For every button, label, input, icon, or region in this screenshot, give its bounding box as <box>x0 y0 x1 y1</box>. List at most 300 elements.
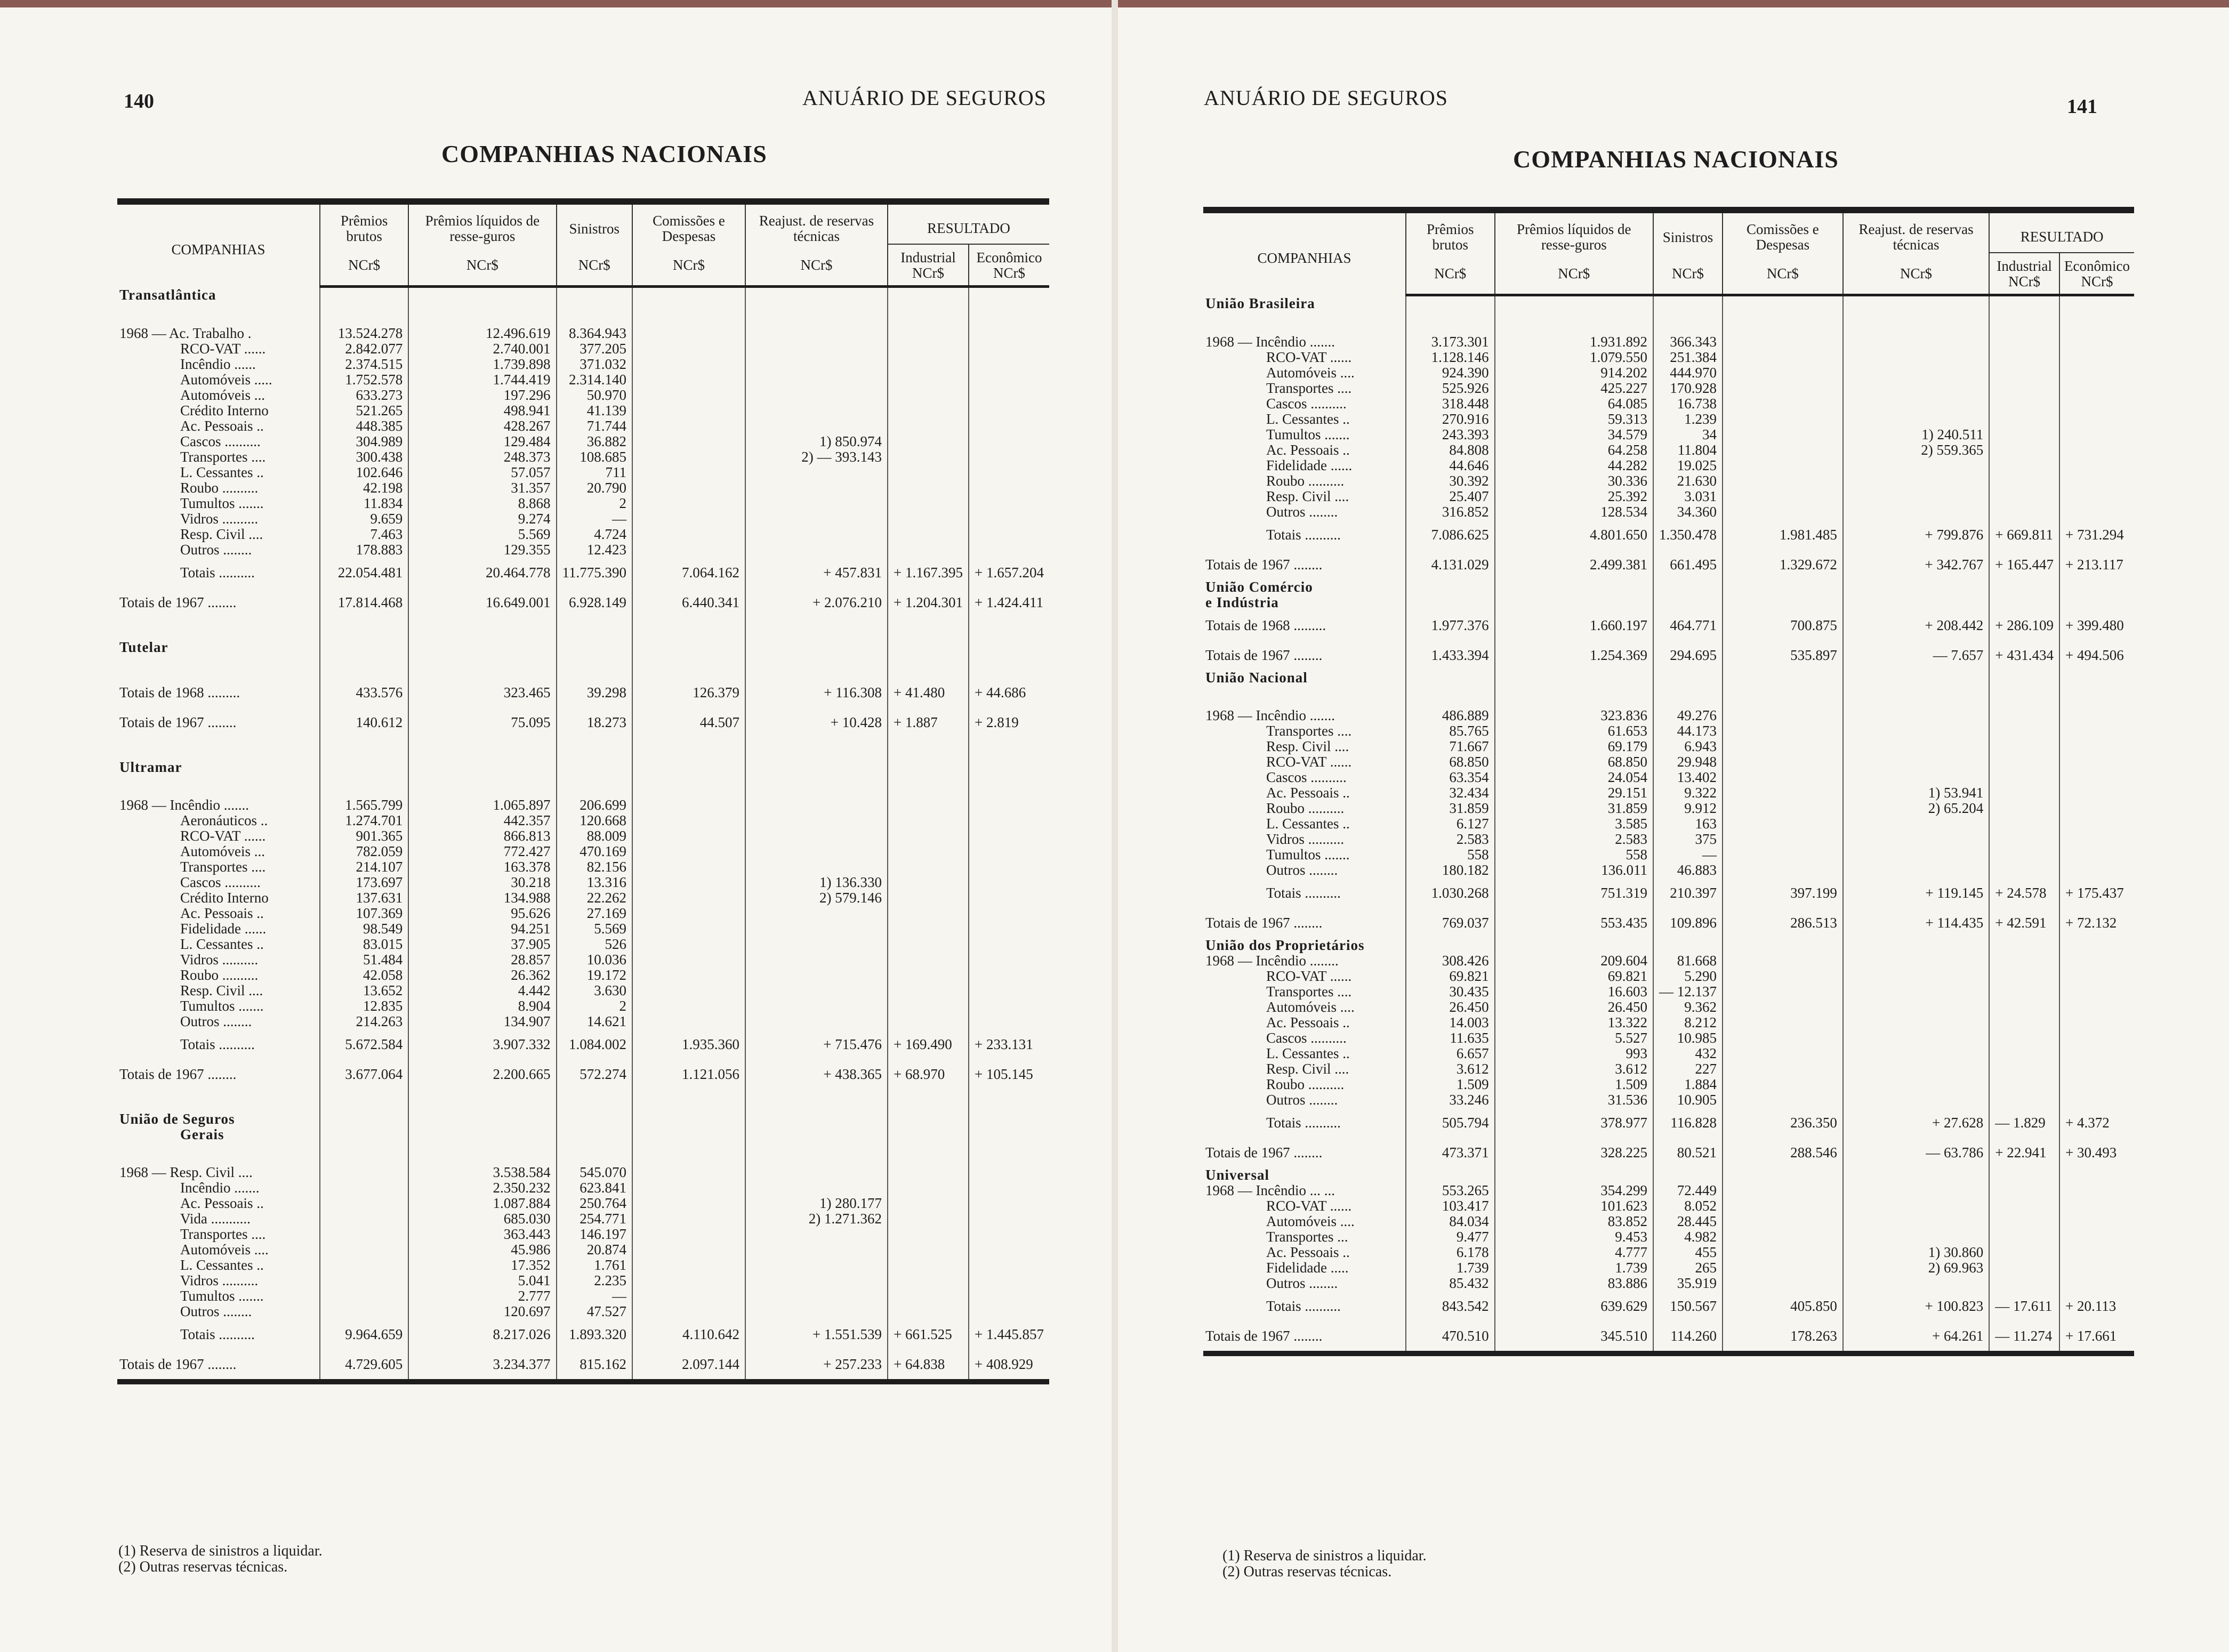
cell-col-2: 24.054 <box>1495 770 1653 785</box>
row-label: Resp. Civil .... <box>180 982 263 998</box>
cell-col-5 <box>1843 595 1989 610</box>
row-label: L. Cessantes .. <box>1266 816 1350 832</box>
header-economico <box>969 244 1049 287</box>
cell-col-4 <box>1723 801 1843 816</box>
cell-col-2: 13.322 <box>1495 1015 1653 1030</box>
cell-col-6: + 68.970 <box>888 1059 969 1089</box>
header-premios-brutos: Prêmios brutos <box>1406 210 1495 253</box>
cell-col-4 <box>1723 969 1843 984</box>
cell-col-6 <box>888 418 969 434</box>
cell-col-6 <box>1989 1046 2059 1061</box>
row-label: Totais de 1968 ......... <box>119 684 240 700</box>
cell-col-2: 3.612 <box>1495 1061 1653 1077</box>
cell-col-3: 170.928 <box>1653 381 1723 396</box>
table-row <box>117 1196 1049 1211</box>
cell-col-4 <box>632 1211 745 1227</box>
cell-col-2: 69.821 <box>1495 969 1653 984</box>
cell-col-2 <box>1495 595 1653 610</box>
cell-col-3: 815.162 <box>557 1349 633 1382</box>
row-label: 1968 — Resp. Civil .... <box>119 1164 253 1180</box>
cell-col-5 <box>745 921 888 937</box>
cell-col-2: 75.095 <box>408 707 556 737</box>
spacer-row <box>117 775 1049 797</box>
cell-col-7 <box>2059 1229 2134 1245</box>
cell-col-6: + 64.838 <box>888 1349 969 1382</box>
table-row <box>1203 754 2134 770</box>
cell-col-2: 3.234.377 <box>408 1349 556 1382</box>
cell-col-6 <box>1989 670 2059 686</box>
cell-col-3: 49.276 <box>1653 708 1723 723</box>
cell-col-1: 270.916 <box>1406 412 1495 427</box>
table-row <box>117 372 1049 388</box>
row-label: Crédito Interno <box>180 402 269 418</box>
cell-col-6 <box>888 357 969 372</box>
totals-row <box>1203 1291 2134 1321</box>
cell-col-1 <box>320 737 408 760</box>
row-label: União Nacional <box>1205 670 1308 686</box>
cell-col-6 <box>1989 847 2059 863</box>
cell-col-5 <box>745 1014 888 1029</box>
cell-col-2: 1.931.892 <box>1495 334 1653 350</box>
cell-col-7 <box>2059 1167 2134 1183</box>
cell-col-5 <box>1843 312 1989 334</box>
cell-col-6 <box>888 760 969 775</box>
cell-col-4 <box>1723 334 1843 350</box>
cell-col-4: 397.199 <box>1723 878 1843 908</box>
cell-col-5: 1) 53.941 <box>1843 785 1989 801</box>
spacer-row <box>117 1142 1049 1165</box>
cell-col-4 <box>632 760 745 775</box>
cell-col-7 <box>969 921 1049 937</box>
cell-col-1: 308.426 <box>1406 953 1495 969</box>
row-label: Fidelidade ...... <box>1266 457 1353 473</box>
page-number: 141 <box>2067 95 2097 118</box>
header-economico-label: Econômico <box>2064 258 2130 274</box>
spacer-row <box>117 617 1049 640</box>
cell-col-2: 136.011 <box>1495 863 1653 878</box>
cell-col-1: 32.434 <box>1406 785 1495 801</box>
cell-col-3: 12.423 <box>557 542 633 558</box>
cell-col-7 <box>2059 953 2134 969</box>
cell-col-1: 84.808 <box>1406 442 1495 458</box>
cell-col-1 <box>320 1196 408 1211</box>
header-industrial <box>1989 253 2059 295</box>
table-row <box>117 357 1049 372</box>
cell-col-2: 558 <box>1495 847 1653 863</box>
header-sinistros: Sinistros <box>557 202 633 244</box>
row-label: Resp. Civil .... <box>1266 738 1349 754</box>
row-label: Automóveis .... <box>1266 365 1355 381</box>
cell-col-5 <box>745 859 888 875</box>
cell-col-3: 1.893.320 <box>557 1319 633 1349</box>
row-label: Ac. Pessoais .. <box>1266 1244 1350 1260</box>
cell-col-7 <box>969 1014 1049 1029</box>
cell-col-4: 4.110.642 <box>632 1319 745 1349</box>
cell-col-4 <box>1723 739 1843 754</box>
cell-col-7 <box>969 937 1049 952</box>
row-label: Tumultos ....... <box>180 1288 264 1304</box>
cell-col-4 <box>632 449 745 465</box>
cell-col-5 <box>1843 847 1989 863</box>
table-row <box>117 511 1049 527</box>
cell-col-3: 146.197 <box>557 1227 633 1242</box>
table-row <box>1203 832 2134 847</box>
cell-col-6 <box>888 844 969 859</box>
cell-col-3: 19.172 <box>557 968 633 983</box>
table-body <box>1203 295 2134 1354</box>
table-row <box>117 465 1049 480</box>
table-row <box>117 434 1049 449</box>
company-row <box>117 640 1049 655</box>
header-premios-brutos: Prêmios brutos <box>320 202 408 244</box>
cell-col-5 <box>745 527 888 542</box>
header-comissoes: Comissões e Despesas <box>1723 210 1843 253</box>
cell-col-1 <box>1406 686 1495 708</box>
cell-col-1: 433.576 <box>320 678 408 707</box>
cell-col-5 <box>1843 723 1989 739</box>
cell-col-4 <box>632 511 745 527</box>
cell-col-3: 22.262 <box>557 890 633 906</box>
cell-col-3: 377.205 <box>557 341 633 357</box>
cell-col-3: 81.668 <box>1653 953 1723 969</box>
cell-col-1: 782.059 <box>320 844 408 859</box>
table-row <box>117 1165 1049 1180</box>
cell-col-3 <box>557 1111 633 1127</box>
cell-col-2 <box>408 655 556 678</box>
cell-col-7 <box>969 326 1049 341</box>
cell-col-2: 428.267 <box>408 418 556 434</box>
cell-col-5 <box>745 1304 888 1319</box>
cell-col-4 <box>632 906 745 921</box>
cell-col-2: 61.653 <box>1495 723 1653 739</box>
cell-col-6 <box>888 828 969 844</box>
cell-col-6 <box>888 542 969 558</box>
header-reajust: Reajust. de reservas técnicas <box>745 202 888 244</box>
cell-col-5 <box>1843 1061 1989 1077</box>
row-label: Vidros .......... <box>180 1272 259 1288</box>
cell-col-6 <box>1989 1260 2059 1276</box>
cell-col-3: 150.567 <box>1653 1291 1723 1321</box>
cell-col-7 <box>969 1258 1049 1273</box>
row-label: União Comércio <box>1205 579 1313 595</box>
cell-col-2: 363.443 <box>408 1227 556 1242</box>
cell-col-4 <box>1723 489 1843 504</box>
cell-col-2: 1.087.884 <box>408 1196 556 1211</box>
cell-col-1: 2.583 <box>1406 832 1495 847</box>
cell-col-7 <box>969 797 1049 813</box>
cell-col-2: 37.905 <box>408 937 556 952</box>
cell-col-6 <box>1989 473 2059 489</box>
cell-col-6 <box>888 655 969 678</box>
cell-col-1: 318.448 <box>1406 396 1495 412</box>
row-label: Automóveis ... <box>180 843 265 859</box>
cell-col-4 <box>632 655 745 678</box>
cell-col-6 <box>1989 686 2059 708</box>
cell-col-1: 1.977.376 <box>1406 610 1495 640</box>
cell-col-4 <box>1723 1214 1843 1229</box>
cell-col-2: 323.465 <box>408 678 556 707</box>
cell-col-1 <box>320 1142 408 1165</box>
footnote-1: (1) Reserva de sinistros a liquidar. <box>118 1543 323 1559</box>
table-row <box>1203 1061 2134 1077</box>
cell-col-3: 6.943 <box>1653 739 1723 754</box>
cell-col-1: 68.850 <box>1406 754 1495 770</box>
row-label: Resp. Civil .... <box>180 526 263 542</box>
cell-col-5 <box>745 937 888 952</box>
cell-col-2: 3.538.584 <box>408 1165 556 1180</box>
cell-col-5: + 457.831 <box>745 558 888 587</box>
row-label <box>117 775 320 797</box>
cell-col-3: 2 <box>557 496 633 511</box>
row-label: Fidelidade ...... <box>180 921 267 937</box>
table-row <box>117 1014 1049 1029</box>
row-label: Transatlântica <box>119 286 216 303</box>
cell-col-2: 28.857 <box>408 952 556 968</box>
table-row <box>117 844 1049 859</box>
cell-col-2 <box>408 1111 556 1127</box>
cell-col-7: + 731.294 <box>2059 520 2134 550</box>
cell-col-7 <box>969 496 1049 511</box>
cell-col-4 <box>632 1142 745 1165</box>
table-row <box>117 797 1049 813</box>
cell-col-4 <box>632 828 745 844</box>
unit-label: NCr$ <box>1653 253 1723 295</box>
cell-col-7 <box>2059 723 2134 739</box>
cell-col-5 <box>745 655 888 678</box>
row-label <box>1203 312 1406 334</box>
cell-col-2: 685.030 <box>408 1211 556 1227</box>
cell-col-1 <box>1406 595 1495 610</box>
cell-col-2 <box>1495 295 1653 312</box>
cell-col-5 <box>745 737 888 760</box>
cell-col-3: 375 <box>1653 832 1723 847</box>
cell-col-3: 8.364.943 <box>557 326 633 341</box>
cell-col-1: 1.030.268 <box>1406 878 1495 908</box>
table-row <box>1203 412 2134 427</box>
table-row <box>117 1242 1049 1258</box>
cell-col-1: 85.765 <box>1406 723 1495 739</box>
cell-col-1: 31.859 <box>1406 801 1495 816</box>
cell-col-7 <box>969 737 1049 760</box>
cell-col-4 <box>632 388 745 403</box>
cell-col-1 <box>1406 295 1495 312</box>
cell-col-6 <box>1989 427 2059 442</box>
cell-col-3: 16.738 <box>1653 396 1723 412</box>
cell-col-7 <box>969 341 1049 357</box>
cell-col-1: 85.432 <box>1406 1276 1495 1291</box>
cell-col-5: 1) 136.330 <box>745 875 888 890</box>
cell-col-6 <box>1989 801 2059 816</box>
cell-col-3 <box>557 1142 633 1165</box>
cell-col-6 <box>888 1165 969 1180</box>
cell-col-6 <box>1989 816 2059 832</box>
header-economico <box>2059 253 2134 295</box>
cell-col-5: + 64.261 <box>1843 1321 1989 1353</box>
header-company: COMPANHIAS <box>117 202 320 287</box>
cell-col-3: 1.761 <box>557 1258 633 1273</box>
cell-col-7 <box>2059 381 2134 396</box>
cell-col-2: 378.977 <box>1495 1108 1653 1138</box>
cell-col-2: 197.296 <box>408 388 556 403</box>
cell-col-2 <box>1495 1167 1653 1183</box>
cell-col-4 <box>632 1288 745 1304</box>
cell-col-1: 180.182 <box>1406 863 1495 878</box>
cell-col-6 <box>1989 863 2059 878</box>
cell-col-5 <box>745 775 888 797</box>
cell-col-7: + 408.929 <box>969 1349 1049 1382</box>
cell-col-4: 288.546 <box>1723 1138 1843 1167</box>
cell-col-7 <box>969 983 1049 998</box>
cell-col-6 <box>888 813 969 828</box>
row-label: Totais de 1968 ......... <box>1205 617 1326 633</box>
cell-col-2: 328.225 <box>1495 1138 1653 1167</box>
cell-col-2: 34.579 <box>1495 427 1653 442</box>
cell-col-5: 2) 559.365 <box>1843 442 1989 458</box>
cell-col-4 <box>1723 458 1843 473</box>
cell-col-7 <box>2059 847 2134 863</box>
cell-col-2: 8.217.026 <box>408 1319 556 1349</box>
cell-col-2 <box>408 760 556 775</box>
cell-col-1: 521.265 <box>320 403 408 418</box>
totals-row <box>1203 908 2134 938</box>
unit-label: NCr$ <box>993 265 1025 281</box>
cell-col-1: 83.015 <box>320 937 408 952</box>
cell-col-2: 16.603 <box>1495 984 1653 1000</box>
table-row <box>1203 1229 2134 1245</box>
cell-col-2: 44.282 <box>1495 458 1653 473</box>
row-label: Automóveis .... <box>1266 1213 1355 1229</box>
cell-col-6 <box>1989 1092 2059 1108</box>
totals-row <box>117 587 1049 617</box>
table-row <box>1203 953 2134 969</box>
cell-col-1: 30.435 <box>1406 984 1495 1000</box>
company-row <box>117 287 1049 304</box>
totals-row <box>1203 640 2134 670</box>
cell-col-4 <box>1723 1245 1843 1260</box>
cell-col-2 <box>1495 579 1653 595</box>
cell-col-7 <box>969 1304 1049 1319</box>
row-label: Totais de 1967 ........ <box>1205 647 1323 663</box>
cell-col-5 <box>745 388 888 403</box>
cell-col-7: + 1.445.857 <box>969 1319 1049 1349</box>
row-label: Transportes ... <box>1266 1229 1348 1245</box>
unit-label: NCr$ <box>1843 253 1989 295</box>
table-row <box>117 403 1049 418</box>
cell-col-6: + 1.204.301 <box>888 587 969 617</box>
cell-col-1 <box>1406 670 1495 686</box>
cell-col-5 <box>1843 458 1989 473</box>
cell-col-5 <box>745 1273 888 1288</box>
cell-col-4 <box>632 303 745 326</box>
cell-col-2: 8.868 <box>408 496 556 511</box>
cell-col-3: 366.343 <box>1653 334 1723 350</box>
row-label <box>117 617 320 640</box>
cell-col-4 <box>632 921 745 937</box>
cell-col-7 <box>969 1089 1049 1111</box>
cell-col-5 <box>745 480 888 496</box>
table-row <box>117 906 1049 921</box>
cell-col-7: + 4.372 <box>2059 1108 2134 1138</box>
cell-col-5: 2) 69.963 <box>1843 1260 1989 1276</box>
cell-col-4 <box>632 797 745 813</box>
cell-col-1: 1.509 <box>1406 1077 1495 1092</box>
cell-col-4 <box>1723 984 1843 1000</box>
cell-col-1 <box>320 1304 408 1319</box>
cell-col-6 <box>888 1014 969 1029</box>
cell-col-6 <box>1989 365 2059 381</box>
table-row <box>1203 504 2134 520</box>
cell-col-3: 11.775.390 <box>557 558 633 587</box>
row-label: Incêndio ...... <box>180 356 256 372</box>
cell-col-5 <box>1843 1092 1989 1108</box>
cell-col-1: 2.842.077 <box>320 341 408 357</box>
cell-col-6 <box>888 1258 969 1273</box>
table-row <box>1203 785 2134 801</box>
cell-col-1: 9.964.659 <box>320 1319 408 1349</box>
row-label: Totais de 1967 ........ <box>119 714 237 730</box>
row-label: Tumultos ....... <box>180 998 264 1014</box>
cell-col-6 <box>1989 1030 2059 1046</box>
cell-col-5 <box>1843 832 1989 847</box>
table-row <box>117 1258 1049 1273</box>
cell-col-6 <box>888 496 969 511</box>
cell-col-1: 6.127 <box>1406 816 1495 832</box>
row-label: Transportes .... <box>180 449 266 465</box>
table-row <box>1203 770 2134 785</box>
unit-label: NCr$ <box>745 244 888 287</box>
cell-col-5: — 63.786 <box>1843 1138 1989 1167</box>
cell-col-7 <box>2059 670 2134 686</box>
cell-col-2: 129.355 <box>408 542 556 558</box>
cell-col-2: 64.085 <box>1495 396 1653 412</box>
cell-col-2: 26.450 <box>1495 1000 1653 1015</box>
cell-col-4 <box>632 1127 745 1142</box>
cell-col-7 <box>969 1180 1049 1196</box>
cell-col-6 <box>1989 1276 2059 1291</box>
cell-col-1: 13.524.278 <box>320 326 408 341</box>
cell-col-1: 25.407 <box>1406 489 1495 504</box>
cell-col-4 <box>632 1165 745 1180</box>
cell-col-4 <box>632 1180 745 1196</box>
cell-col-6 <box>888 983 969 998</box>
cell-col-1: 22.054.481 <box>320 558 408 587</box>
cell-col-6 <box>1989 458 2059 473</box>
cell-col-3 <box>1653 686 1723 708</box>
cell-col-2: 64.258 <box>1495 442 1653 458</box>
cell-col-5 <box>745 1111 888 1127</box>
cell-col-3: 1.084.002 <box>557 1029 633 1059</box>
cell-col-5: 2) 579.146 <box>745 890 888 906</box>
cell-col-5 <box>1843 1030 1989 1046</box>
cell-col-6 <box>888 640 969 655</box>
cell-col-7 <box>969 906 1049 921</box>
cell-col-1: 9.659 <box>320 511 408 527</box>
cell-col-6 <box>1989 1061 2059 1077</box>
cell-col-6 <box>888 372 969 388</box>
cell-col-7 <box>2059 295 2134 312</box>
cell-col-7: + 105.145 <box>969 1059 1049 1089</box>
cell-col-5 <box>1843 1183 1989 1198</box>
cell-col-1: 137.631 <box>320 890 408 906</box>
row-label <box>117 1089 320 1111</box>
cell-col-3: 444.970 <box>1653 365 1723 381</box>
row-label: Outros ........ <box>1266 1092 1338 1108</box>
row-label: Totais de 1967 ........ <box>1203 1321 1406 1353</box>
cell-col-5: 1) 280.177 <box>745 1196 888 1211</box>
cell-col-7: + 72.132 <box>2059 908 2134 938</box>
footnotes <box>1222 1548 1427 1580</box>
cell-col-3 <box>1653 1167 1723 1183</box>
